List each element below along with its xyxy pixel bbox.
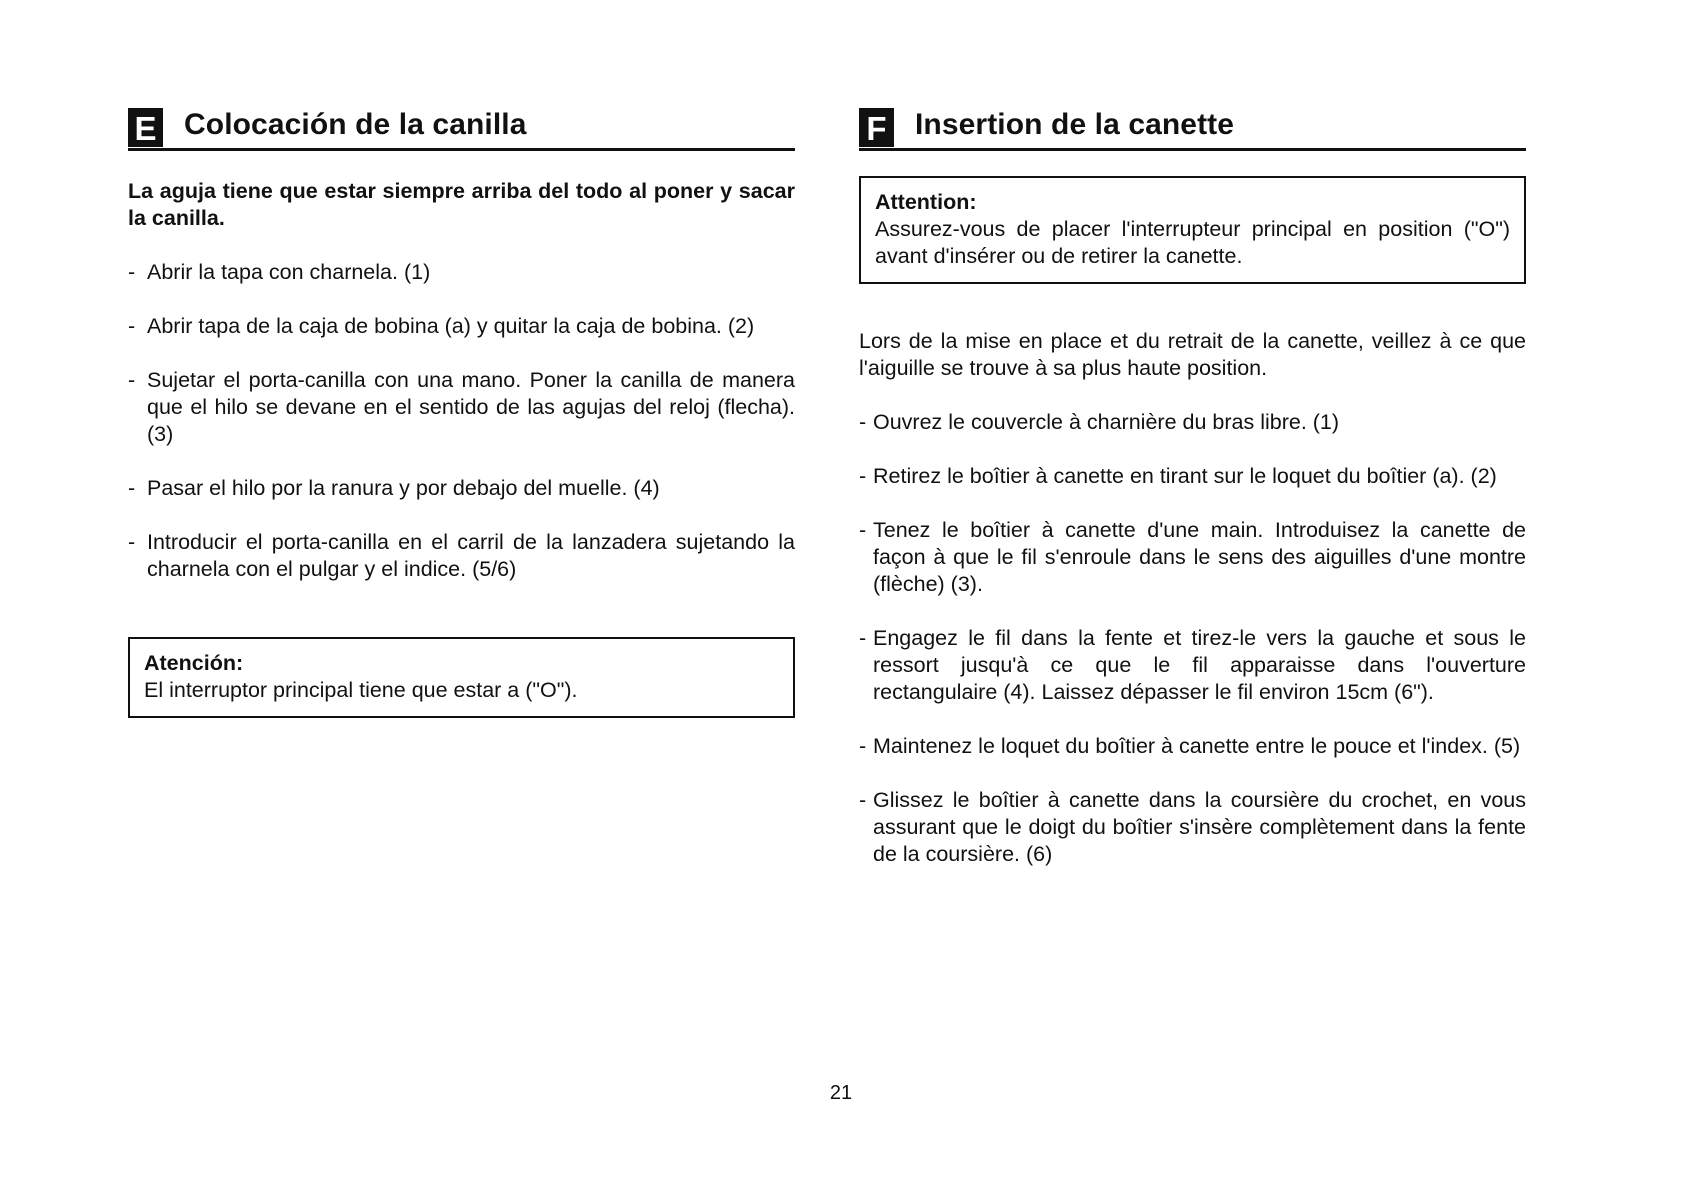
- list-item: [128, 475, 795, 502]
- step-text: Pasar el hilo por la ranura y por debajo del muelle. (4): [147, 476, 660, 500]
- list-bullet: -: [859, 734, 867, 758]
- french-step-list: [859, 409, 1526, 868]
- list-item: [859, 625, 1526, 706]
- list-bullet: -: [859, 788, 867, 812]
- list-bullet: -: [859, 518, 867, 542]
- list-bullet: -: [859, 410, 867, 434]
- spanish-step-list: [128, 259, 795, 583]
- language-badge-es: E: [128, 108, 163, 147]
- list-bullet: -: [128, 476, 136, 500]
- spanish-section-header: [128, 100, 795, 151]
- list-item: [859, 733, 1526, 760]
- attention-heading: Atención:: [144, 651, 244, 675]
- list-item: [128, 367, 795, 448]
- spanish-intro-warning: La aguja tiene que estar siempre arriba del todo al poner y sacar la canilla.: [128, 179, 795, 230]
- list-item: [128, 529, 795, 583]
- step-text: Engagez le fil dans la fente et tirez-le vers la gauche et sous le ressort jusqu'à ce que le fil apparaisse dans l'ouverture rectangulaire (4). Laissez dépasser le fil environ 15cm (6").: [873, 626, 1526, 704]
- list-item: [859, 517, 1526, 598]
- french-attention-box: [859, 176, 1526, 284]
- french-intro-paragraph: Lors de la mise en place et du retrait de la canette, veillez à ce que l'aiguille se trouve à sa plus haute position.: [859, 329, 1526, 380]
- list-bullet: -: [859, 464, 867, 488]
- step-text: Sujetar el porta-canilla con una mano. Poner la canilla de manera que el hilo se devane en el sentido de las agujas del reloj (flecha). (3): [147, 368, 795, 446]
- step-text: Retirez le boîtier à canette en tirant sur le loquet du boîtier (a). (2): [873, 464, 1497, 488]
- step-text: Introducir el porta-canilla en el carril de la lanzadera sujetando la charnela con el pulgar y el indice. (5/6): [147, 530, 795, 581]
- list-item: [859, 409, 1526, 436]
- list-item: [859, 463, 1526, 490]
- list-item: [128, 313, 795, 340]
- attention-text: El interruptor principal tiene que estar a ("O").: [144, 678, 578, 702]
- step-text: Abrir la tapa con charnela. (1): [147, 260, 431, 284]
- spanish-section-title: Colocación de la canilla: [184, 108, 527, 141]
- french-section: [859, 100, 1526, 868]
- list-bullet: -: [128, 530, 136, 554]
- attention-text: Assurez-vous de placer l'interrupteur principal en position ("O") avant d'insérer ou de retirer la canette.: [875, 217, 1510, 268]
- list-item: [128, 259, 795, 286]
- list-bullet: -: [128, 368, 136, 392]
- spanish-section: [128, 100, 795, 718]
- step-text: Abrir tapa de la caja de bobina (a) y quitar la caja de bobina. (2): [147, 314, 755, 338]
- step-text: Tenez le boîtier à canette d'une main. Introduisez la canette de façon à que le fil s'enroule dans le sens des aiguilles d'une montre (flèche) (3).: [873, 518, 1526, 596]
- french-section-title: Insertion de la canette: [915, 108, 1235, 141]
- step-text: Glissez le boîtier à canette dans la coursière du crochet, en vous assurant que le doigt du boîtier s'insère complètement dans la fente de la coursière. (6): [873, 788, 1526, 866]
- attention-heading: Attention:: [875, 190, 977, 214]
- french-section-header: [859, 100, 1526, 151]
- step-text: Ouvrez le couvercle à charnière du bras libre. (1): [873, 410, 1340, 434]
- list-item: [859, 787, 1526, 868]
- language-badge-fr: F: [859, 108, 894, 147]
- page-number: 21: [829, 1082, 853, 1104]
- list-bullet: -: [128, 260, 136, 284]
- spanish-attention-box: [128, 637, 795, 718]
- list-bullet: -: [128, 314, 136, 338]
- list-bullet: -: [859, 626, 867, 650]
- step-text: Maintenez le loquet du boîtier à canette entre le pouce et l'index. (5): [873, 734, 1521, 758]
